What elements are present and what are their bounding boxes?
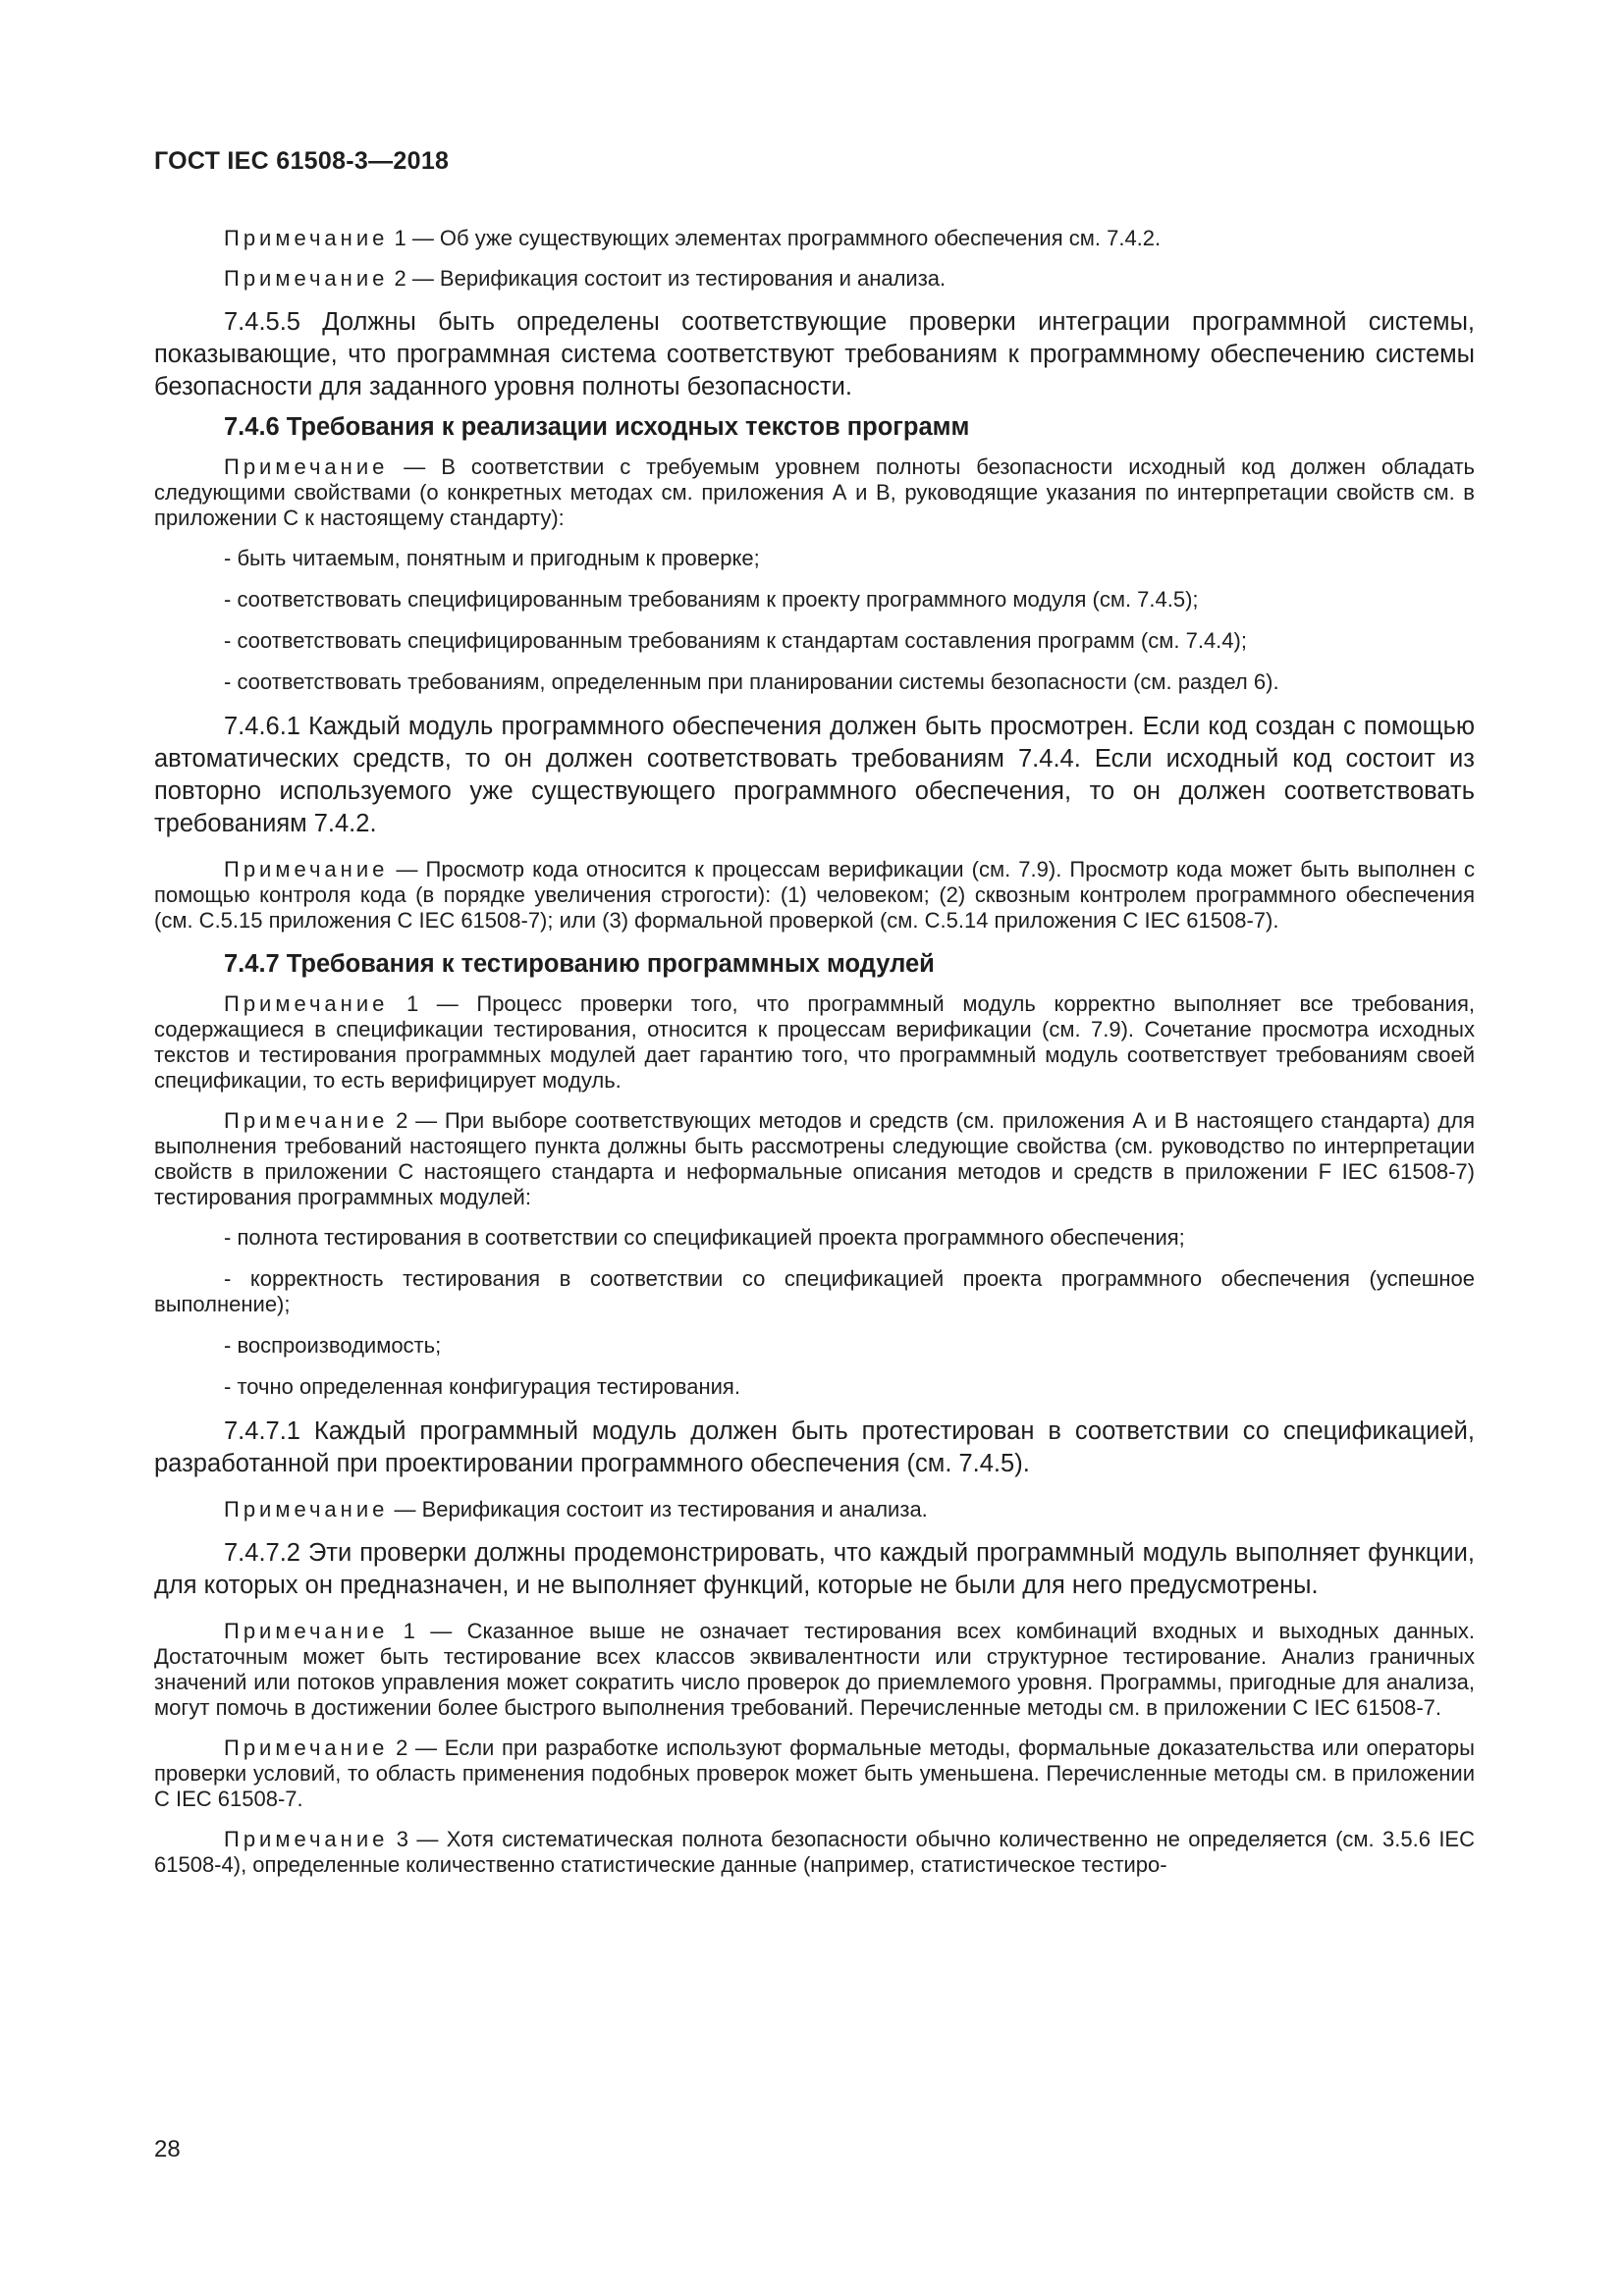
list-item: - полнота тестирования в соответствии со спецификацией проекта программного обеспечения; [224, 1225, 1185, 1250]
note-verification [154, 1497, 1475, 1522]
list-item: - соответствовать специфицированным требованиям к стандартам составления программ (см. 7.4.4); [224, 628, 1247, 653]
note-text: — Об уже существующих элементах программного обеспечения см. 7.4.2. [406, 226, 1162, 250]
section-heading-7-4-6: 7.4.6 Требования к реализации исходных текстов программ [224, 413, 970, 441]
note-number: 1 [388, 1619, 415, 1643]
list-item: - точно определенная конфигурация тестирования. [224, 1374, 740, 1399]
note-text: — В соответствии с требуемым уровнем полноты безопасности исходный код должен обладать следующими свойствами (о конкретных методах см. приложения А и В, руководящие указания по интерпретации свойств см. в приложении С к настоящему стандарту): [154, 454, 1475, 530]
note-number: 2 [388, 1108, 408, 1133]
note-2 [154, 266, 1475, 292]
note-7-4-6 [154, 454, 1475, 531]
list-item: - соответствовать требованиям, определенным при планировании системы безопасности (см. раздел 6). [224, 669, 1279, 694]
clause-7-4-6-1: 7.4.6.1 Каждый модуль программного обеспечения должен быть просмотрен. Если код создан с помощью автоматических средств, то он должен соответствовать требованиям 7.4.4. Если исходный код состоит из повторно используемого уже существующего программного обеспечения, то он должен соответствовать требованиям 7.4.2. [154, 713, 1475, 837]
note-label: Примечание [224, 454, 389, 479]
list-item: - воспроизводимость; [224, 1333, 442, 1358]
note-text: — Если при разработке используют формальные методы, формальные доказательства или операторы проверки условий, то область применения подобных проверок может быть уменьшена. Перечисленные методы см. в приложении С IEC 61508-7. [154, 1735, 1475, 1811]
note-label: Примечание [224, 991, 389, 1016]
note-number: 1 [388, 991, 419, 1016]
page-content [154, 226, 1475, 1893]
note-label: Примечание [224, 226, 389, 250]
note-7-4-7-2-3 [154, 1827, 1475, 1878]
section-heading-7-4-7: 7.4.7 Требования к тестированию программных модулей [224, 950, 935, 978]
list-item: - соответствовать специфицированным требованиям к проекту программного модуля (см. 7.4.5); [224, 587, 1199, 612]
note-label: Примечание [224, 1827, 389, 1851]
note-number: 3 [388, 1827, 408, 1851]
note-7-4-7-1 [154, 991, 1475, 1094]
note-7-4-7-2 [154, 1108, 1475, 1210]
clause-7-4-7-1: 7.4.7.1 Каждый программный модуль должен быть протестирован в соответствии со спецификацией, разработанной при проектировании программного обеспечения (см. 7.4.5). [154, 1417, 1475, 1477]
note-text: — Просмотр кода относится к процессам верификации (см. 7.9). Просмотр кода может быть выполнен с помощью контроля кода (в порядке увеличения строгости): (1) человеком; (2) сквозным контролем программного обеспечения (см. С.5.15 приложения С IEC 61508-7); или (3) формальной проверкой (см. С.5.14 приложения С IEC 61508-7). [154, 857, 1475, 933]
note-1 [154, 226, 1475, 251]
page-number: 28 [154, 2136, 181, 2163]
clause-7-4-5-5: 7.4.5.5 Должны быть определены соответствующие проверки интеграции программной системы, показывающие, что программная система соответствуют требованиям к программному обеспечению системы безопасности для заданного уровня полноты безопасности. [154, 308, 1475, 400]
note-number: 1 [388, 226, 406, 250]
note-label: Примечание [224, 1497, 389, 1522]
note-text: — Хотя систематическая полнота безопасности обычно количественно не определяется (см. 3.5.6 IEC 61508-4), определенные количественно статистические данные (например, статистическое тестиро- [154, 1827, 1475, 1877]
standard-header: ГОСТ IEC 61508-3—2018 [154, 147, 450, 175]
note-number: 2 [388, 266, 406, 291]
note-number: 2 [388, 1735, 408, 1760]
note-text: — Процесс проверки того, что программный модуль корректно выполняет все требования, содержащиеся в спецификации тестирования, относится к процессам верификации (см. 7.9). Сочетание просмотра исходных текстов и тестирования программных модулей дает гарантию того, что программный модуль соответствует требованиям своей спецификации, то есть верифицирует модуль. [154, 991, 1475, 1093]
note-code-review [154, 857, 1475, 934]
note-text: — При выборе соответствующих методов и средств (см. приложения А и В настоящего стандарта) для выполнения требований настоящего пункта должны быть рассмотрены следующие свойства (см. руководство по интерпретации свойств в приложении С настоящего стандарта и неформальные описания методов и средств в приложении F IEC 61508-7) тестирования программных модулей: [154, 1108, 1475, 1209]
note-label: Примечание [224, 1108, 389, 1133]
note-text: — Верификация состоит из тестирования и анализа. [406, 266, 947, 291]
list-item: - корректность тестирования в соответствии со спецификацией проекта программного обеспечения (успешное выполнение); [154, 1266, 1475, 1316]
note-label: Примечание [224, 266, 389, 291]
note-label: Примечание [224, 1735, 389, 1760]
note-text: — Сказанное выше не означает тестирования всех комбинаций входных и выходных данных. Достаточным может быть тестирование всех классов эквивалентности или структурное тестирование. Анализ граничных значений или потоков управления может сократить число проверок до приемлемого уровня. Программы, пригодные для анализа, могут помочь в достижении более быстрого выполнения требований. Перечисленные методы см. в приложении С IEC 61508-7. [154, 1619, 1475, 1720]
clause-7-4-7-2: 7.4.7.2 Эти проверки должны продемонстрировать, что каждый программный модуль выполняет функции, для которых он предназначен, и не выполняет функций, которые не были для него предусмотрены. [154, 1539, 1475, 1599]
list-item: - быть читаемым, понятным и пригодным к проверке; [224, 546, 760, 570]
note-label: Примечание [224, 1619, 389, 1643]
note-label: Примечание [224, 857, 389, 881]
note-7-4-7-2-1 [154, 1619, 1475, 1721]
note-7-4-7-2-2 [154, 1735, 1475, 1812]
note-text: — Верификация состоит из тестирования и анализа. [388, 1497, 928, 1522]
